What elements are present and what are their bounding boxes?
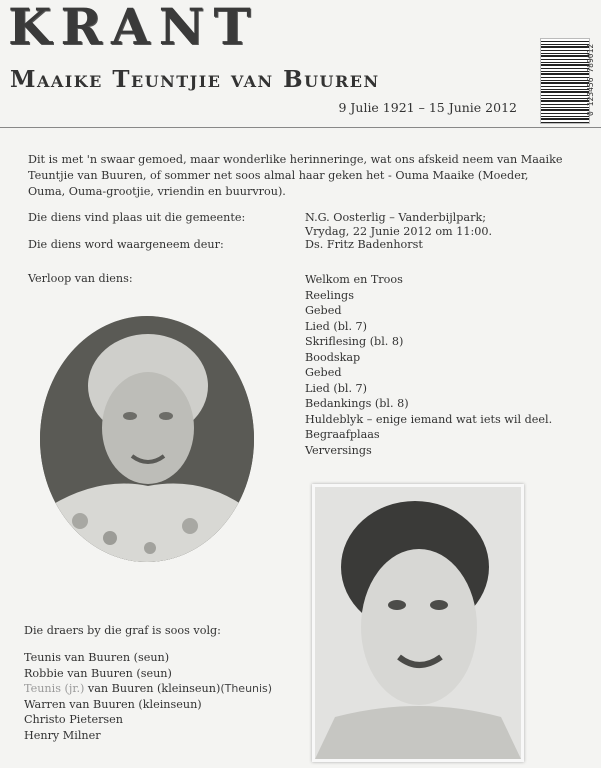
bearer-faded-name: Teunis (jr.) <box>24 682 85 696</box>
program-label: Verloop van diens: <box>28 272 133 285</box>
program-list <box>305 272 552 458</box>
program-item: Skriflesing (bl. 8) <box>305 335 404 348</box>
bearer-item: Henry Milner <box>24 728 101 742</box>
portrait-young-image <box>315 487 521 759</box>
program-item: Lied (bl. 7) <box>305 319 368 333</box>
venue-line-2: Vrydag, 22 Junie 2012 om 11:00. <box>305 224 493 238</box>
portrait-young-photo <box>312 484 524 762</box>
bearer-item <box>24 681 272 697</box>
bearers-title: Die draers by die graf is soos volg: <box>24 624 221 637</box>
barcode-bars <box>540 38 590 124</box>
program-item: Reelings <box>305 288 354 302</box>
portrait-elderly-image <box>40 316 254 562</box>
bearer-handwritten-note: (Theunis) <box>220 682 273 696</box>
portrait-elderly-photo <box>40 316 254 562</box>
program-item: Boodskap <box>305 350 361 364</box>
venue-value <box>305 211 492 252</box>
program-item: Gebed <box>305 304 342 317</box>
intro-paragraph: Dit is met 'n swaar gemoed, maar wonderlike herinneringe, wat ons afskeid neem van Maaike Teuntjie van Buuren, of sommer net soos almal haar geken het - Ouma Maaike (Moeder, Ouma, Ouma-grootjie, vriendin en buurvrou). <box>28 153 563 198</box>
life-dates: 9 Julie 1921 – 15 Junie 2012 <box>338 100 517 115</box>
officiant-label: Die diens word waargeneem deur: <box>28 238 224 251</box>
program-item: Welkom en Troos <box>305 273 403 286</box>
bearer-surname: van Buuren (kleinseun) <box>84 682 221 696</box>
masthead-title: KRANT <box>8 0 260 56</box>
program-item: Gebed <box>305 366 342 379</box>
deceased-name: Maaike Teuntjie van Buuren <box>10 66 380 93</box>
program-item: Bedankings (bl. 8) <box>305 397 409 410</box>
bearer-item: Christo Pietersen <box>24 713 123 727</box>
bearers-list <box>24 650 272 744</box>
bearer-item: Warren van Buuren (kleinseun) <box>24 697 202 711</box>
program-item: Huldeblyk – enige iemand wat iets wil deel. <box>305 412 553 426</box>
program-item: Lied (bl. 7) <box>305 381 368 395</box>
program-item: Verversings <box>305 443 372 457</box>
program-item: Begraafplaas <box>305 428 380 441</box>
barcode-digits: 0 123456 789012 <box>586 43 595 117</box>
venue-label: Die diens vind plaas uit die gemeente: <box>28 211 246 224</box>
bearer-item: Teunis van Buuren (seun) <box>24 651 170 664</box>
barcode <box>538 38 595 124</box>
venue-line-1: N.G. Oosterlig – Vanderbijlpark; <box>305 211 486 224</box>
bearer-item: Robbie van Buuren (seun) <box>24 666 172 680</box>
header-divider <box>0 127 601 128</box>
officiant-value: Ds. Fritz Badenhorst <box>305 238 423 251</box>
